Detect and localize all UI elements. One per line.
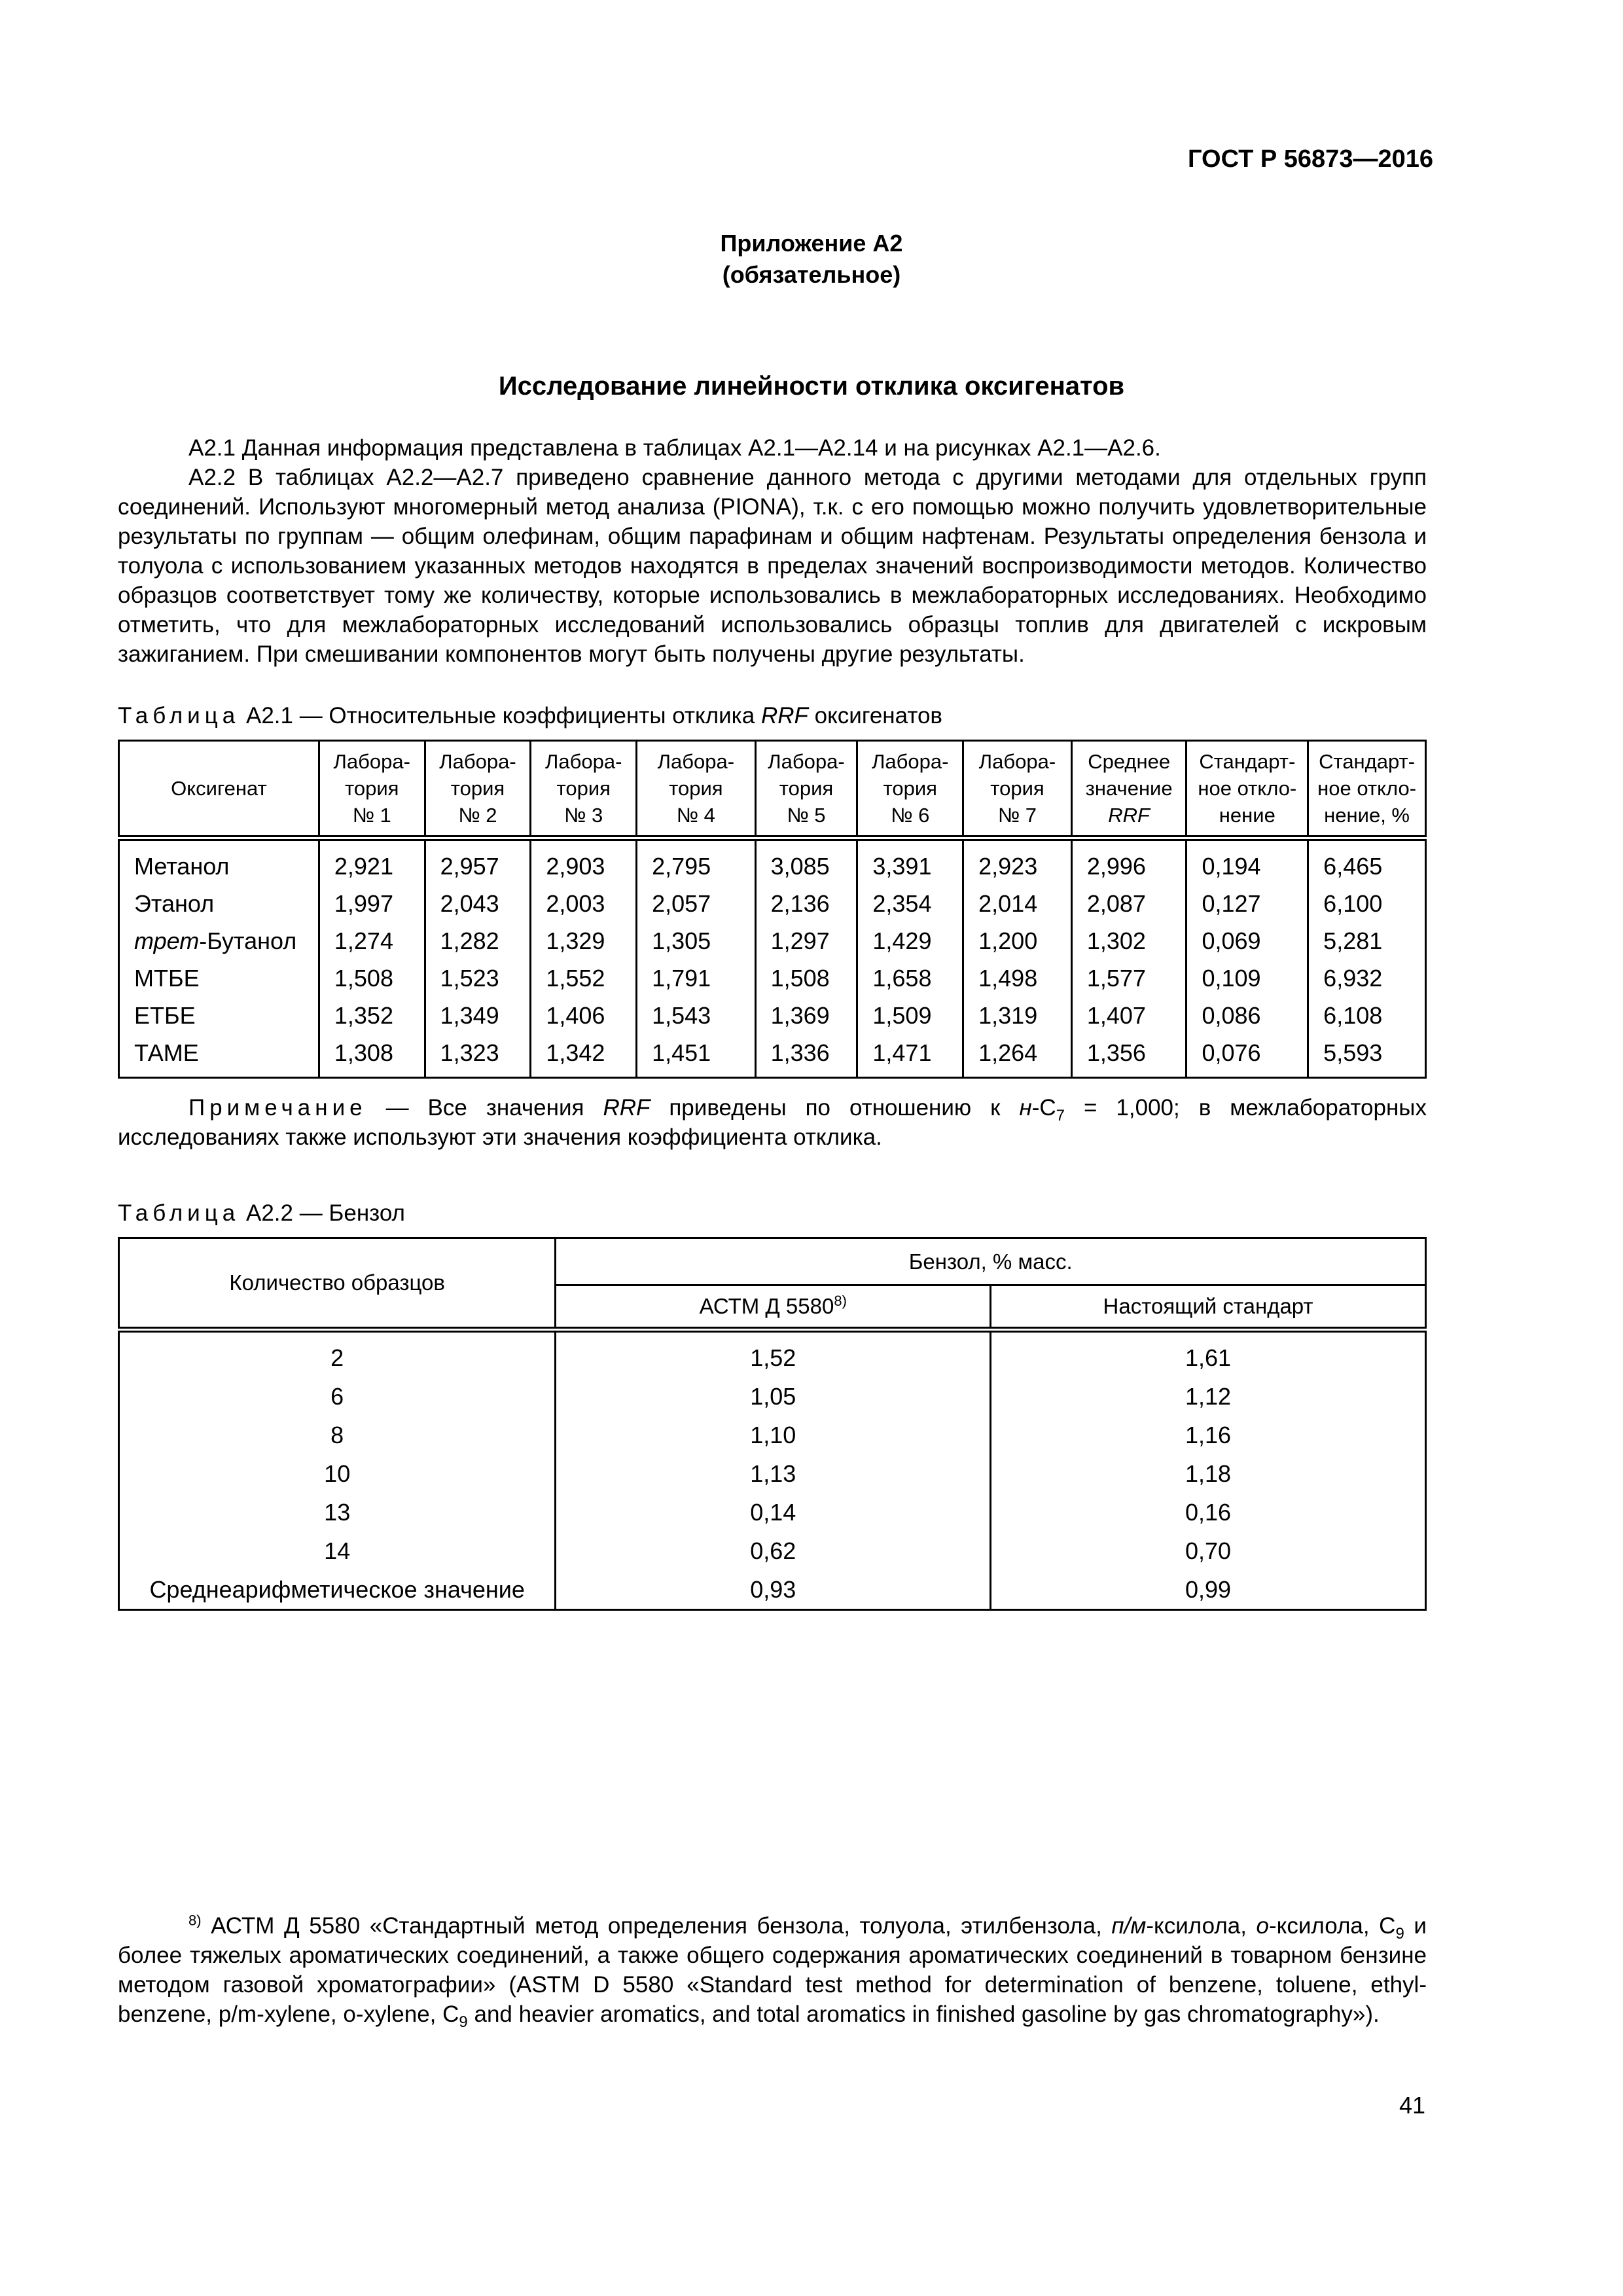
- table-cell: 1,509: [857, 997, 963, 1034]
- table-cell: 1,264: [963, 1034, 1072, 1078]
- table2-caption: [118, 1200, 405, 1227]
- paragraph-a2-1: А2.1 Данная информация представлена в таблицах А2.1—А2.14 и на рисунках А2.1—А2.6.: [188, 435, 1161, 461]
- oxygenate-name: ЕТБЕ: [119, 997, 319, 1034]
- table-cell: 2,923: [963, 838, 1072, 886]
- table-cell: 2,043: [425, 885, 531, 922]
- table-cell: 1,543: [637, 997, 756, 1034]
- sample-count-cell: 2: [119, 1330, 556, 1378]
- table-cell: 1,451: [637, 1034, 756, 1078]
- table-cell: 6,100: [1308, 885, 1426, 922]
- note-rrf: RRF: [603, 1095, 651, 1121]
- table-rrf-oxygenates: [118, 740, 1427, 1079]
- astm-value-cell: 0,62: [556, 1532, 991, 1570]
- table-cell: 2,957: [425, 838, 531, 886]
- sample-count-cell: 14: [119, 1532, 556, 1570]
- footnote-8: $^{8)}$ АСТМ Д 5580 «Стандартный метод определения бензола, толуола, этилбензола, п/м-ксилола, о-ксилола, $С_9$ и более тяжелых ароматических соединений, а также общего содержания ароматических соединений в товарном бензине методом газовой хроматографии» (ASTM D 5580 «Standard test method for determination of benzene, toluene, ethyl-benzene, p/m-xylene, o-xylene, $C_9$ and heavier aromatics, and total aromatics in finished gasoline by gas chromatography»).: [118, 1912, 1427, 2031]
- table-cell: 1,349: [425, 997, 531, 1034]
- oxygenate-name: трет-Бутанол: [119, 922, 319, 960]
- table-cell: 1,356: [1071, 1034, 1186, 1078]
- table-cell: 3,085: [755, 838, 857, 886]
- table-cell: 1,297: [755, 922, 857, 960]
- oxygenate-name: МТБЕ: [119, 960, 319, 997]
- table-cell: 5,281: [1308, 922, 1426, 960]
- table-cell: 6,932: [1308, 960, 1426, 997]
- col-header-std-dev-percent: Стандарт- ное откло- нение, %: [1308, 741, 1426, 838]
- table-row: [119, 1034, 1426, 1078]
- table-cell: 6,465: [1308, 838, 1426, 886]
- standard-value-cell: 0,99: [991, 1570, 1426, 1610]
- table-row: [119, 885, 1426, 922]
- table-cell: 0,127: [1186, 885, 1308, 922]
- col-header-std-dev: Стандарт- ное откло- нение: [1186, 741, 1308, 838]
- table-cell: 0,086: [1186, 997, 1308, 1034]
- table1-header-row: [119, 741, 1426, 838]
- oxygenate-name: Метанол: [119, 838, 319, 886]
- table-row: [119, 1377, 1426, 1416]
- table-cell: 1,274: [319, 922, 425, 960]
- paragraph-a2-2: А2.2 В таблицах А2.2—А2.7 приведено сравнение данного метода с другими методами для отдельных групп соединений. Используют многомерный метод анализа (PIONA), т.к. с его помощью можно получить удовлетворительные результаты по группам — общим олефинам, общим парафинам и общим нафтенам. Результаты определения бензола и толуола с использованием указанных методов находятся в пределах значений воспроизводимости методов. Количество образцов соответствует тому же количеству, которые использовались в межлабораторных исследованиях. Необходимо отметить, что для межлабораторных исследований использовались образцы топлив для двигателей с искровым зажиганием. При смешивании компонентов могут быть получены другие результаты.: [118, 465, 1427, 667]
- standard-designation: ГОСТ Р 56873—2016: [1188, 145, 1433, 173]
- table-cell: 1,406: [531, 997, 637, 1034]
- table-cell: 1,498: [963, 960, 1072, 997]
- table-cell: 1,319: [963, 997, 1072, 1034]
- table2-caption-tail: А2.2 — Бензол: [245, 1200, 405, 1226]
- col-header-lab5: Лабора- тория № 5: [755, 741, 857, 838]
- col-header-astm: АСТМ Д 5580$^{8)}$: [556, 1285, 991, 1330]
- table-cell: 2,003: [531, 885, 637, 922]
- table-cell: 1,369: [755, 997, 857, 1034]
- col-header-sample-count: Количество образцов: [119, 1238, 556, 1330]
- table-cell: 3,391: [857, 838, 963, 886]
- standard-value-cell: 1,16: [991, 1416, 1426, 1454]
- table-cell: 1,352: [319, 997, 425, 1034]
- col-header-oxygenate: Оксигенат: [119, 741, 319, 838]
- table-cell: 0,194: [1186, 838, 1308, 886]
- astm-value-cell: 1,05: [556, 1377, 991, 1416]
- table-cell: 1,308: [319, 1034, 425, 1078]
- col-header-lab4: Лабора- тория № 4: [637, 741, 756, 838]
- sample-count-cell: 6: [119, 1377, 556, 1416]
- table-cell: 1,302: [1071, 922, 1186, 960]
- astm-footnote-mark: 8): [834, 1293, 847, 1309]
- table-cell: 1,508: [319, 960, 425, 997]
- table1-caption: [118, 703, 942, 729]
- table-cell: 1,508: [755, 960, 857, 997]
- standard-value-cell: 1,12: [991, 1377, 1426, 1416]
- table-cell: 2,903: [531, 838, 637, 886]
- table-row: [119, 1570, 1426, 1610]
- table-benzene: [118, 1237, 1427, 1611]
- col-header-benzene: Бензол, % масс.: [556, 1238, 1426, 1285]
- col-header-lab1: Лабора- тория № 1: [319, 741, 425, 838]
- col-header-this-standard: Настоящий стандарт: [991, 1285, 1426, 1330]
- table1-caption-tail: оксигенатов: [814, 703, 943, 728]
- table-cell: 1,200: [963, 922, 1072, 960]
- table-cell: 1,523: [425, 960, 531, 997]
- table-cell: 1,323: [425, 1034, 531, 1078]
- page-number: 41: [1399, 2092, 1425, 2119]
- note-c7: -С: [1031, 1095, 1056, 1121]
- table-cell: 1,658: [857, 960, 963, 997]
- table-cell: 2,087: [1071, 885, 1186, 922]
- table-row: [119, 1416, 1426, 1454]
- body-paragraphs: [118, 433, 1427, 669]
- table1-caption-word: Таблица: [118, 703, 240, 728]
- table-cell: 0,076: [1186, 1034, 1308, 1078]
- sample-count-cell: 8: [119, 1416, 556, 1454]
- oxygenate-name: ТАМЕ: [119, 1034, 319, 1078]
- standard-value-cell: 1,61: [991, 1330, 1426, 1378]
- oxygenate-name: Этанол: [119, 885, 319, 922]
- astm-value-cell: 1,10: [556, 1416, 991, 1454]
- table-row: [119, 1493, 1426, 1532]
- table-row: [119, 922, 1426, 960]
- table-cell: 2,795: [637, 838, 756, 886]
- table-cell: 5,593: [1308, 1034, 1426, 1078]
- table-cell: 1,342: [531, 1034, 637, 1078]
- table-row: [119, 1454, 1426, 1493]
- table1-caption-number: А2.1 — Относительные коэффициенты отклика: [245, 703, 755, 728]
- table-cell: 1,791: [637, 960, 756, 997]
- note-word: Примечание: [188, 1095, 367, 1121]
- table-cell: 2,014: [963, 885, 1072, 922]
- table2-header-row-1: [119, 1238, 1426, 1285]
- annex-title: Приложение А2: [720, 230, 903, 257]
- astm-value-cell: 1,52: [556, 1330, 991, 1378]
- col-header-mean-rrf: Среднее значение RRF: [1071, 741, 1186, 838]
- table-row: [119, 1532, 1426, 1570]
- table-cell: 1,305: [637, 922, 756, 960]
- table-cell: 1,552: [531, 960, 637, 997]
- table-cell: 1,407: [1071, 997, 1186, 1034]
- table1-caption-rrf: RRF: [760, 703, 808, 728]
- astm-value-cell: 0,14: [556, 1493, 991, 1532]
- sample-count-cell: Среднеарифметическое значение: [119, 1570, 556, 1610]
- table-row: [119, 997, 1426, 1034]
- table-cell: 1,997: [319, 885, 425, 922]
- table-cell: 1,429: [857, 922, 963, 960]
- table-cell: 6,108: [1308, 997, 1426, 1034]
- note-text-b: приведены по отношению к: [669, 1095, 1001, 1121]
- table-cell: 1,282: [425, 922, 531, 960]
- table-cell: 2,996: [1071, 838, 1186, 886]
- note-n: н: [1019, 1095, 1032, 1121]
- table1-note: [118, 1093, 1427, 1152]
- footnote-mark: 8): [188, 1912, 202, 1929]
- note-text-a: — Все значения: [385, 1095, 584, 1121]
- table-cell: 2,354: [857, 885, 963, 922]
- table-row: [119, 960, 1426, 997]
- standard-value-cell: 0,70: [991, 1532, 1426, 1570]
- sample-count-cell: 13: [119, 1493, 556, 1532]
- table-cell: 0,069: [1186, 922, 1308, 960]
- table-row: [119, 838, 1426, 886]
- table-cell: 1,336: [755, 1034, 857, 1078]
- col-header-lab3: Лабора- тория № 3: [531, 741, 637, 838]
- table-cell: 2,136: [755, 885, 857, 922]
- col-header-lab7: Лабора- тория № 7: [963, 741, 1072, 838]
- table2-caption-word: Таблица: [118, 1200, 240, 1226]
- col-header-lab6: Лабора- тория № 6: [857, 741, 963, 838]
- note-c7-subscript: 7: [1056, 1107, 1065, 1124]
- annex-heading: Исследование линейности отклика оксигенатов: [498, 372, 1125, 401]
- table-cell: 2,921: [319, 838, 425, 886]
- astm-value-cell: 1,13: [556, 1454, 991, 1493]
- standard-value-cell: 0,16: [991, 1493, 1426, 1532]
- table-cell: 1,577: [1071, 960, 1186, 997]
- table-row: [119, 1330, 1426, 1378]
- table-cell: 1,329: [531, 922, 637, 960]
- astm-value-cell: 0,93: [556, 1570, 991, 1610]
- table-cell: 2,057: [637, 885, 756, 922]
- col-header-lab2: Лабора- тория № 2: [425, 741, 531, 838]
- table-cell: 0,109: [1186, 960, 1308, 997]
- standard-value-cell: 1,18: [991, 1454, 1426, 1493]
- sample-count-cell: 10: [119, 1454, 556, 1493]
- note-text-c: = 1,000; в межлабораторных исследованиях также используют эти значения коэффициента отклика.: [118, 1095, 1427, 1150]
- annex-status: (обязательное): [722, 261, 901, 288]
- table-cell: 1,471: [857, 1034, 963, 1078]
